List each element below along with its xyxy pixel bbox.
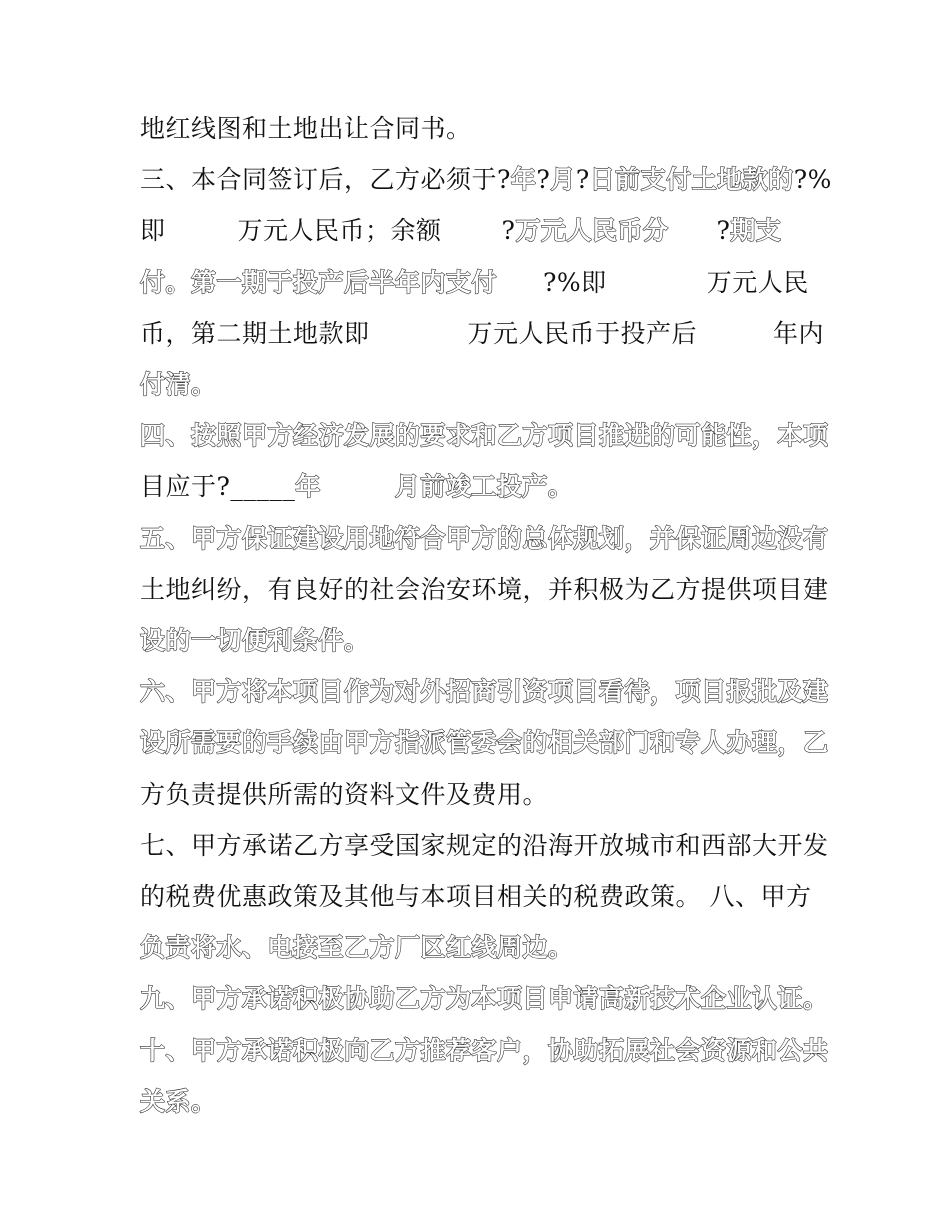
text-line xyxy=(140,973,829,1025)
text-line xyxy=(140,359,820,411)
text-span: 方负责提供所需的资料文件及费用。 xyxy=(140,779,549,809)
text-line xyxy=(140,871,820,923)
outlined-text: 十、甲方承诺积极向乙方推荐客户，协助拓展社会资源和公共 xyxy=(140,1035,829,1065)
text-line xyxy=(140,461,820,513)
outlined-text: 月 xyxy=(550,165,576,195)
text-line xyxy=(140,103,820,155)
text-span: 万元人民 xyxy=(706,267,809,297)
outlined-text: 关系。 xyxy=(140,1086,217,1116)
text-line xyxy=(140,1076,820,1128)
outlined-text: 负责将水、电接至乙方厂区红线周边。 xyxy=(140,933,574,963)
outlined-text: 设所需要的手续由甲方指派管委会的相关部门和专人办理，乙 xyxy=(140,728,829,758)
text-line xyxy=(140,308,825,360)
text-span: 即 xyxy=(140,216,166,246)
outlined-text: 期支 xyxy=(730,216,782,246)
outlined-text: 付清。 xyxy=(140,370,217,399)
outlined-text: 年 xyxy=(295,472,321,502)
text-span: 年内 xyxy=(773,318,825,348)
text-span: 目应于? xyxy=(140,472,231,502)
text-span: 地红线图和土地出让合同书。 xyxy=(140,114,472,143)
outlined-text: 五、甲方保证建设用地符合甲方的总体规划，并保证周边没有 xyxy=(140,523,829,553)
outlined-text: 六、甲方将本项目作为对外招商引资项目看待，项目报批及建 xyxy=(140,677,829,707)
outlined-text: 付。第一期于投产后半年内支付 xyxy=(140,267,498,297)
text-line xyxy=(140,769,820,821)
text-span: ? xyxy=(575,165,590,195)
outlined-text: 日前支付土地款的 xyxy=(589,165,794,195)
text-line xyxy=(140,205,820,257)
text-span: _____ xyxy=(230,472,296,502)
text-line xyxy=(140,820,829,872)
text-span: 土地纠纷，有良好的社会治安环境，并积极为乙方提供项目建 xyxy=(140,574,829,604)
text-span: ? xyxy=(536,165,551,195)
text-span: 的税费优惠政策及其他与本项目相关的税费政策。 八、甲方 xyxy=(140,882,812,911)
text-line xyxy=(140,922,820,974)
text-line xyxy=(140,257,820,309)
text-line xyxy=(140,666,829,718)
text-line xyxy=(140,410,829,462)
text-span: 万元人民币于投产后 xyxy=(467,318,698,348)
text-span: 三、本合同签订后，乙方必须于? xyxy=(140,165,511,195)
outlined-text: 四、按照甲方经济发展的要求和乙方项目推进的可能性，本项 xyxy=(140,421,829,451)
outlined-text: 万元人民币分 xyxy=(515,216,669,246)
text-line xyxy=(140,717,829,769)
text-span: ?% xyxy=(793,165,832,195)
outlined-text: 九、甲方承诺积极协助乙方为本项目申请高新技术企业认证。 xyxy=(140,984,829,1014)
outlined-text: 月前竣工投产。 xyxy=(394,472,574,502)
text-span: ?%即 xyxy=(543,267,607,297)
text-line xyxy=(140,615,820,667)
text-span: 七、甲方承诺乙方享受国家规定的沿海开放城市和西部大开发 xyxy=(140,830,829,860)
text-span: 万元人民币；余额 xyxy=(237,216,442,246)
text-line xyxy=(140,1025,829,1077)
text-line xyxy=(140,513,829,565)
text-line xyxy=(140,154,832,206)
text-span: ? xyxy=(501,216,516,246)
text-span: ? xyxy=(716,216,731,246)
text-span: 币，第二期土地款即 xyxy=(140,318,370,348)
text-line xyxy=(140,564,829,616)
outlined-text: 年 xyxy=(510,165,537,195)
outlined-text: 设的一切便利条件。 xyxy=(140,626,370,655)
